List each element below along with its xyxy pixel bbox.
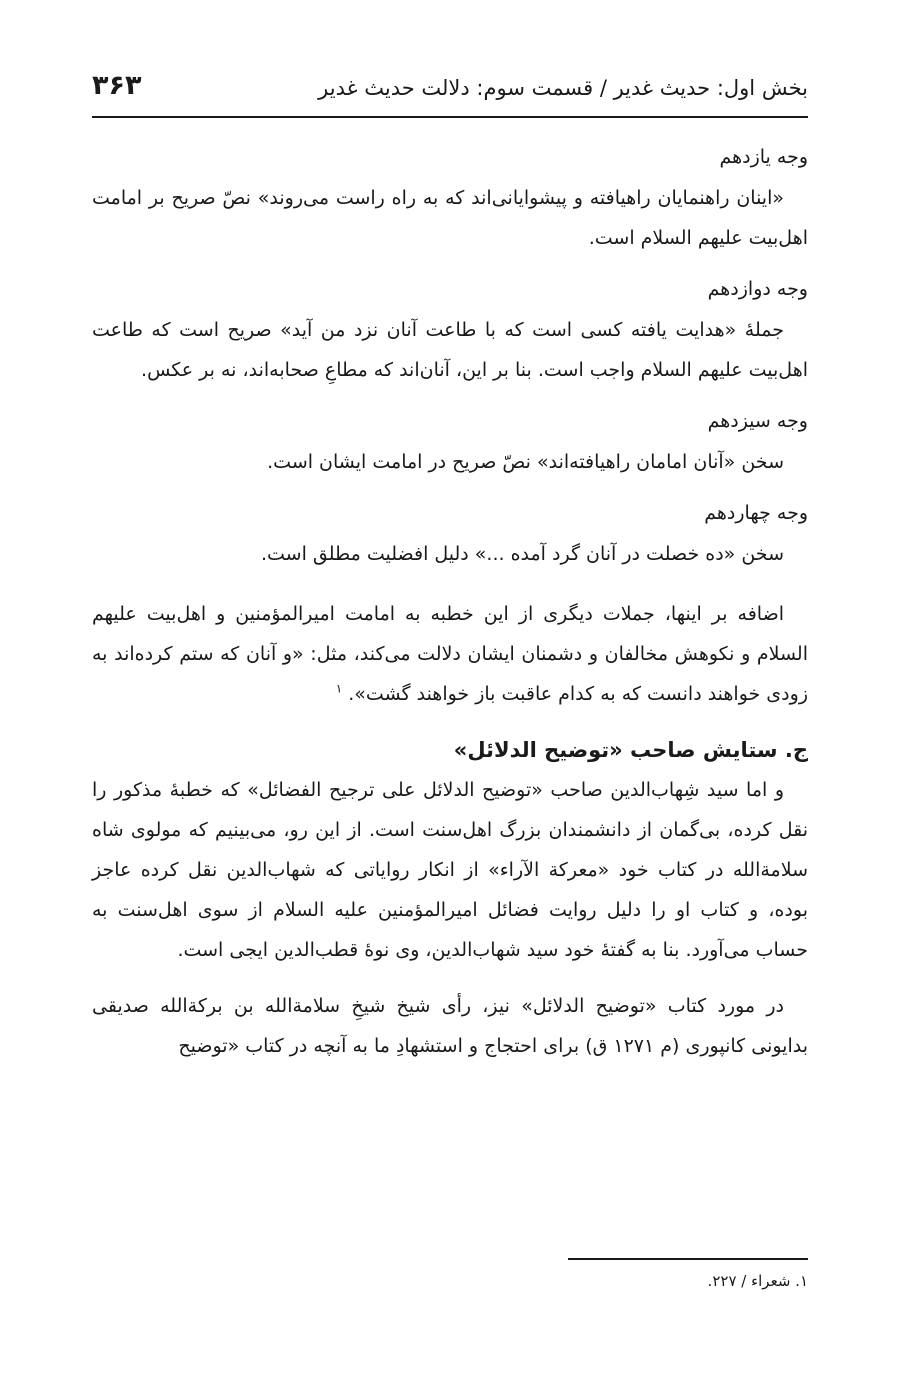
- praise-paragraph: و اما سید شِهاب‌الدین صاحب «توضیح الدلائل علی ترجیح الفضائل» که خطبهٔ مذکور را نقل کرده، بی‌گمان از دانشمندان بزرگ اهل‌سنت است. از این رو، می‌بینیم که مولوی شاه سلامة‌الله در کتاب خود «معرکة الآراء» از انکار روایاتی که شهاب‌الدین نقل کرده عاجز بوده، و کتاب او را دلیل روایت فضائل امیرالمؤمنین علیه السلام از سوی اهل‌سنت به حساب می‌آورد. بنا به گفتهٔ خود سید شهاب‌الدین، وی نوهٔ قطب‌الدین ایجی است.: [92, 779, 808, 961]
- footnote-divider: [568, 1258, 808, 1260]
- footnote-marker: ۱: [335, 681, 343, 696]
- book-paragraph: در مورد کتاب «توضیح الدلائل» نیز، رأی شیخ شیخِ سلامة‌الله بن برکة‌الله صدیقی بدایونی کانپوری (م ۱۲۷۱ ق) برای احتجاج و استشهادِ ما به آنچه در کتاب «توضیح: [92, 995, 808, 1057]
- additional-paragraph-text: اضافه بر اینها، جملات دیگری از این خطبه به امامت امیرالمؤمنین و اهل‌بیت علیهم السلام و نکوهش مخالفان و دشمنان ایشان دلالت می‌کند، مثل: «و آنان که ستم کرده‌اند به زودی خواهند دانست که به کدام عاقبت باز خواهند گشت».: [92, 603, 808, 705]
- section-text-12: جملهٔ «هدایت یافته کسی است که با طاعت آنان نزد من آید» صریح است که طاعت اهل‌بیت علیهم السلام واجب است. بنا بر این، آنان‌اند که مطاعِ صحابه‌اند، نه بر عکس.: [92, 319, 808, 381]
- page-number: ۳۶۳: [92, 70, 142, 101]
- section-text-13: سخن «آنان امامان راهیافته‌اند» نصّ صریح در امامت ایشان است.: [267, 451, 784, 473]
- page-content: [92, 142, 808, 1066]
- subheading-praise: ج. ستایش صاحب «توضیح الدلائل»: [453, 738, 808, 762]
- footnote-text: ۱. شعراء / ۲۲۷.: [707, 1272, 808, 1290]
- additional-paragraph: [92, 594, 808, 714]
- section-text-11: «اینان راهنمایان راهیافته و پیشوایانی‌اند که به راه راست می‌روند» نصّ صریح بر امامت اهل‌بیت علیهم السلام است.: [92, 187, 808, 249]
- section-heading-11: وجه یازدهم: [719, 146, 808, 168]
- running-header: [92, 70, 808, 118]
- section-heading-14: وجه چهاردهم: [704, 502, 808, 524]
- section-heading-13: وجه سیزدهم: [707, 410, 808, 432]
- section-heading-12: وجه دوازدهم: [707, 278, 808, 300]
- section-text-14: سخن «ده خصلت در آنان گرد آمده ...» دلیل افضلیت مطلق است.: [260, 543, 784, 565]
- header-title: بخش اول: حدیث غدیر / قسمت سوم: دلالت حدیث غدیر: [318, 76, 808, 100]
